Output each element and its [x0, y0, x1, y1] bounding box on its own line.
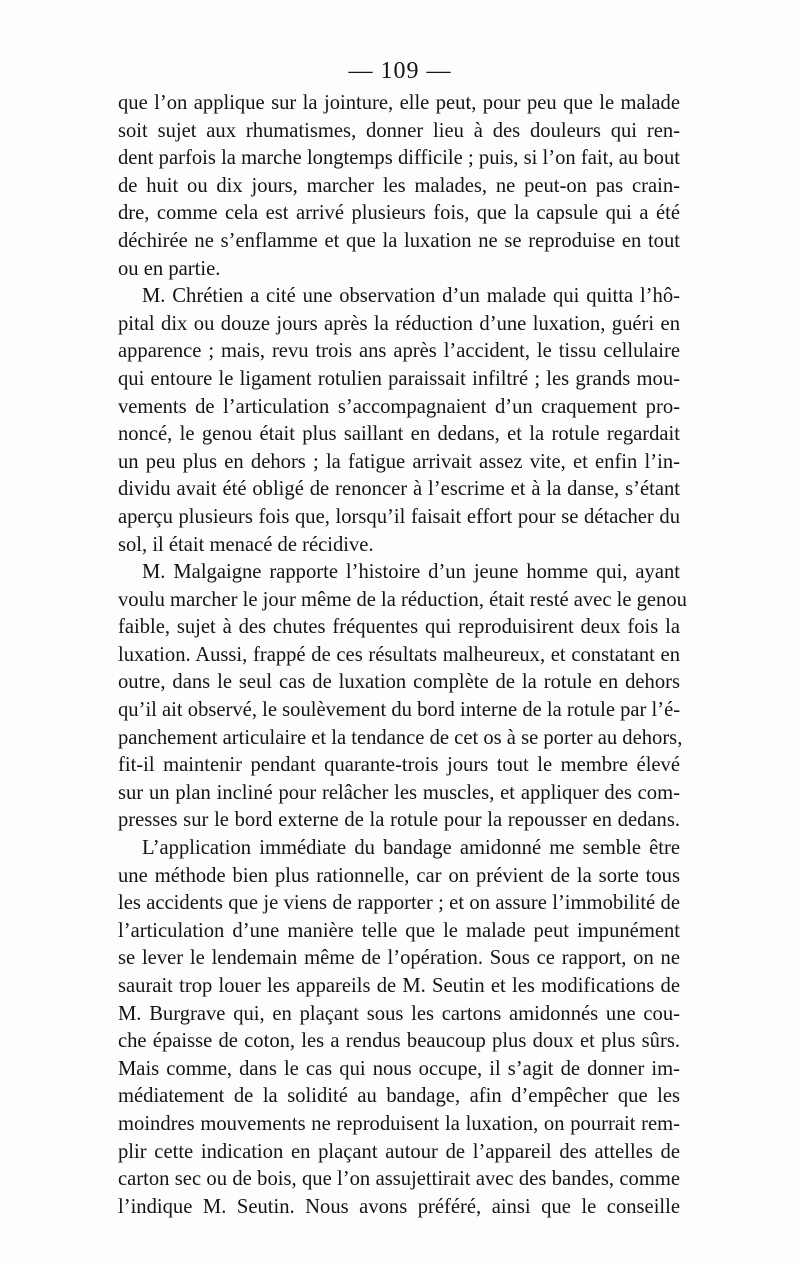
text-line: l’articulation d’une manière telle que le malade peut impunément — [118, 919, 680, 942]
text-line: vements de l’articulation s’accompagnaient d’un craquement pro- — [118, 395, 680, 418]
text-line: voulu marcher le jour même de la réduction, était resté avec le genou — [118, 588, 687, 611]
text-line: panchement articulaire et la tendance de cet os à se porter au dehors, — [118, 726, 683, 749]
text-line: soit sujet aux rhumatismes, donner lieu à des douleurs qui ren- — [118, 119, 680, 142]
text-line: saurait trop louer les appareils de M. Seutin et les modifications de — [118, 975, 680, 997]
text-line: noncé, le genou était plus saillant en dedans, et la rotule regardait — [118, 423, 680, 446]
text-line: médiatement de la solidité au bandage, afin d’empêcher que les — [118, 1085, 680, 1108]
paragraph-start-line: M. Malgaigne rapporte l’histoire d’un jeune homme qui, ayant — [142, 561, 680, 584]
paragraph-end-line: presses sur le bord externe de la rotule pour la repousser en dedans. — [118, 809, 680, 832]
text-line: sur un plan incliné pour relâcher les muscles, et appliquer des com- — [118, 781, 680, 804]
text-line: carton sec ou de bois, que l’on assujettirait avec des bandes, comme — [118, 1168, 680, 1191]
paragraph-start-line: M. Chrétien a cité une observation d’un malade qui quitta l’hô- — [142, 285, 680, 308]
text-line: se lever le lendemain même de l’opération. Sous ce rapport, on ne — [118, 947, 680, 970]
text-line: déchirée ne s’enflamme et que la luxation ne se reproduise en tout — [118, 229, 680, 252]
text-line: que l’on applique sur la jointure, elle peut, pour peu que le malade — [118, 92, 680, 114]
text-line: plir cette indication en plaçant autour de l’appareil des attelles de — [118, 1140, 680, 1163]
text-line: les accidents que je viens de rapporter ; et on assure l’immobilité de — [118, 892, 680, 915]
text-line: che épaisse de coton, les a rendus beaucoup plus doux et plus sûrs. — [118, 1030, 680, 1053]
text-line: qui entoure le ligament rotulien paraissait infiltré ; les grands mou- — [118, 367, 680, 390]
text-line: aperçu plusieurs fois que, lorsqu’il faisait effort pour se détacher du — [118, 505, 680, 528]
text-line: dividu avait été obligé de renoncer à l’escrime et à la danse, s’étant — [118, 478, 680, 501]
text-line: luxation. Aussi, frappé de ces résultats malheureux, et constatant en — [118, 643, 680, 666]
text-line: M. Burgrave qui, en plaçant sous les cartons amidonnés une cou- — [118, 1002, 680, 1025]
paragraph-start-line: L’application immédiate du bandage amidonné me semble être — [142, 837, 680, 860]
text-line: l’indique M. Seutin. Nous avons préféré, ainsi que le conseille — [118, 1195, 680, 1218]
paragraph-end-line: ou en partie. — [118, 257, 221, 280]
text-line: apparence ; mais, revu trois ans après l’accident, le tissu cellulaire — [118, 340, 680, 363]
text-line: Mais comme, dans le cas qui nous occupe, il s’agit de donner im- — [118, 1057, 680, 1080]
body-text — [118, 90, 687, 1221]
text-line: outre, dans le seul cas de luxation complète de la rotule en dehors — [118, 671, 680, 694]
text-line: fit-il maintenir pendant quarante-trois jours tout le membre élevé — [118, 754, 680, 777]
text-line: dent parfois la marche longtemps difficile ; puis, si l’on fait, au bout — [118, 147, 680, 170]
text-line: un peu plus en dehors ; la fatigue arrivait assez vite, et enfin l’in- — [118, 450, 680, 473]
text-line: moindres mouvements ne reproduisent la luxation, on pourrait rem- — [118, 1112, 680, 1135]
page-number: — 109 — — [348, 58, 452, 84]
text-line: une méthode bien plus rationnelle, car on prévient de la sorte tous — [118, 864, 680, 887]
text-line: de huit ou dix jours, marcher les malades, ne peut-on pas crain- — [118, 174, 680, 197]
text-line: faible, sujet à des chutes fréquentes qui reproduisirent deux fois la — [118, 616, 680, 639]
text-line: dre, comme cela est arrivé plusieurs fois, que la capsule qui a été — [118, 202, 680, 225]
text-line: qu’il ait observé, le soulèvement du bord interne de la rotule par l’é- — [118, 699, 681, 722]
paragraph-end-line: sol, il était menacé de récidive. — [118, 533, 374, 556]
text-line: pital dix ou douze jours après la réduction d’une luxation, guéri en — [118, 312, 680, 335]
